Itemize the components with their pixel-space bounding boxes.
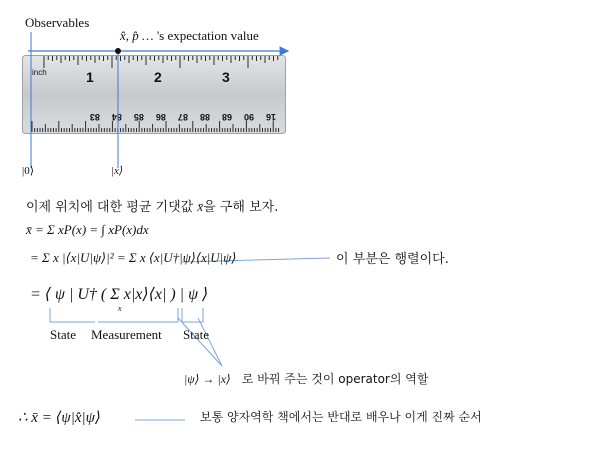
operator-role-note: [184, 368, 428, 387]
observables-label: Observables: [25, 15, 90, 30]
ruler-inch-mark-1: 1: [86, 69, 94, 85]
measurement-label: Measurement: [91, 327, 162, 342]
ruler-cm-mark: 83: [89, 112, 100, 122]
expectation-suffix: 's expectation value: [156, 28, 259, 43]
intro-suffix: 을 구해 보자.: [203, 200, 279, 215]
ruler-cm-mark: 88: [199, 112, 210, 122]
sum-index: x: [118, 304, 122, 313]
conclusion-equation: ∴ x̄ = ⟨ψ|x̂|ψ⟩: [18, 410, 101, 426]
ruler-cm-mark: 84: [111, 112, 122, 122]
ruler-inch-mark-3: 3: [222, 69, 230, 85]
operator-role-text: 로 바꿔 주는 것이 operator의 역할: [241, 372, 429, 386]
position-x-dot: [115, 48, 121, 54]
intro-symbol: x̄: [197, 199, 204, 214]
ket-zero-label: |0⟩: [22, 165, 34, 177]
expectation-label: [120, 28, 259, 44]
state-label-left: State: [50, 327, 76, 342]
intro-sentence: [26, 196, 278, 215]
operator-role-math: |ψ⟩ → |x⟩: [184, 372, 231, 386]
ruler-unit-label: inch: [32, 68, 47, 77]
operator-symbols: x̂, p̂ …: [120, 28, 157, 43]
equation-operator-sandwich: = ⟨ ψ | U† ( Σ x|x⟩⟨x| ) | ψ ⟩: [30, 286, 209, 303]
ruler-cm-mark: 16: [265, 112, 276, 122]
measurement-bracket: [98, 308, 178, 322]
ruler-cm-mark: 86: [155, 112, 166, 122]
order-note: 보통 양자역학 책에서는 반대로 배우나 이게 진짜 순서: [200, 410, 482, 424]
ruler-cm-mark: 90: [243, 112, 254, 122]
ruler-inch-mark-2: 2: [154, 69, 162, 85]
state-bracket-right: [182, 308, 203, 322]
equation-amplitude-expansion: = Σ x |⟨x|U|ψ⟩|² = Σ x ⟨x|U†|ψ⟩⟨x|U|ψ⟩: [30, 250, 237, 265]
ruler-cm-mark: 85: [133, 112, 144, 122]
state-label-right: State: [183, 327, 209, 342]
intro-prefix: 이제 위치에 대한 평균 기댓값: [26, 200, 198, 215]
ruler-cm-mark: 87: [177, 112, 188, 122]
equation-expectation-definition: x̄ = Σ xP(x) = ∫ xP(x)dx: [26, 222, 149, 237]
ruler-cm-mark: 68: [221, 112, 232, 122]
ket-x-label: |x⟩: [111, 165, 124, 177]
matrix-note: 이 부분은 행렬이다.: [336, 252, 449, 267]
state-bracket-left: [50, 308, 95, 322]
